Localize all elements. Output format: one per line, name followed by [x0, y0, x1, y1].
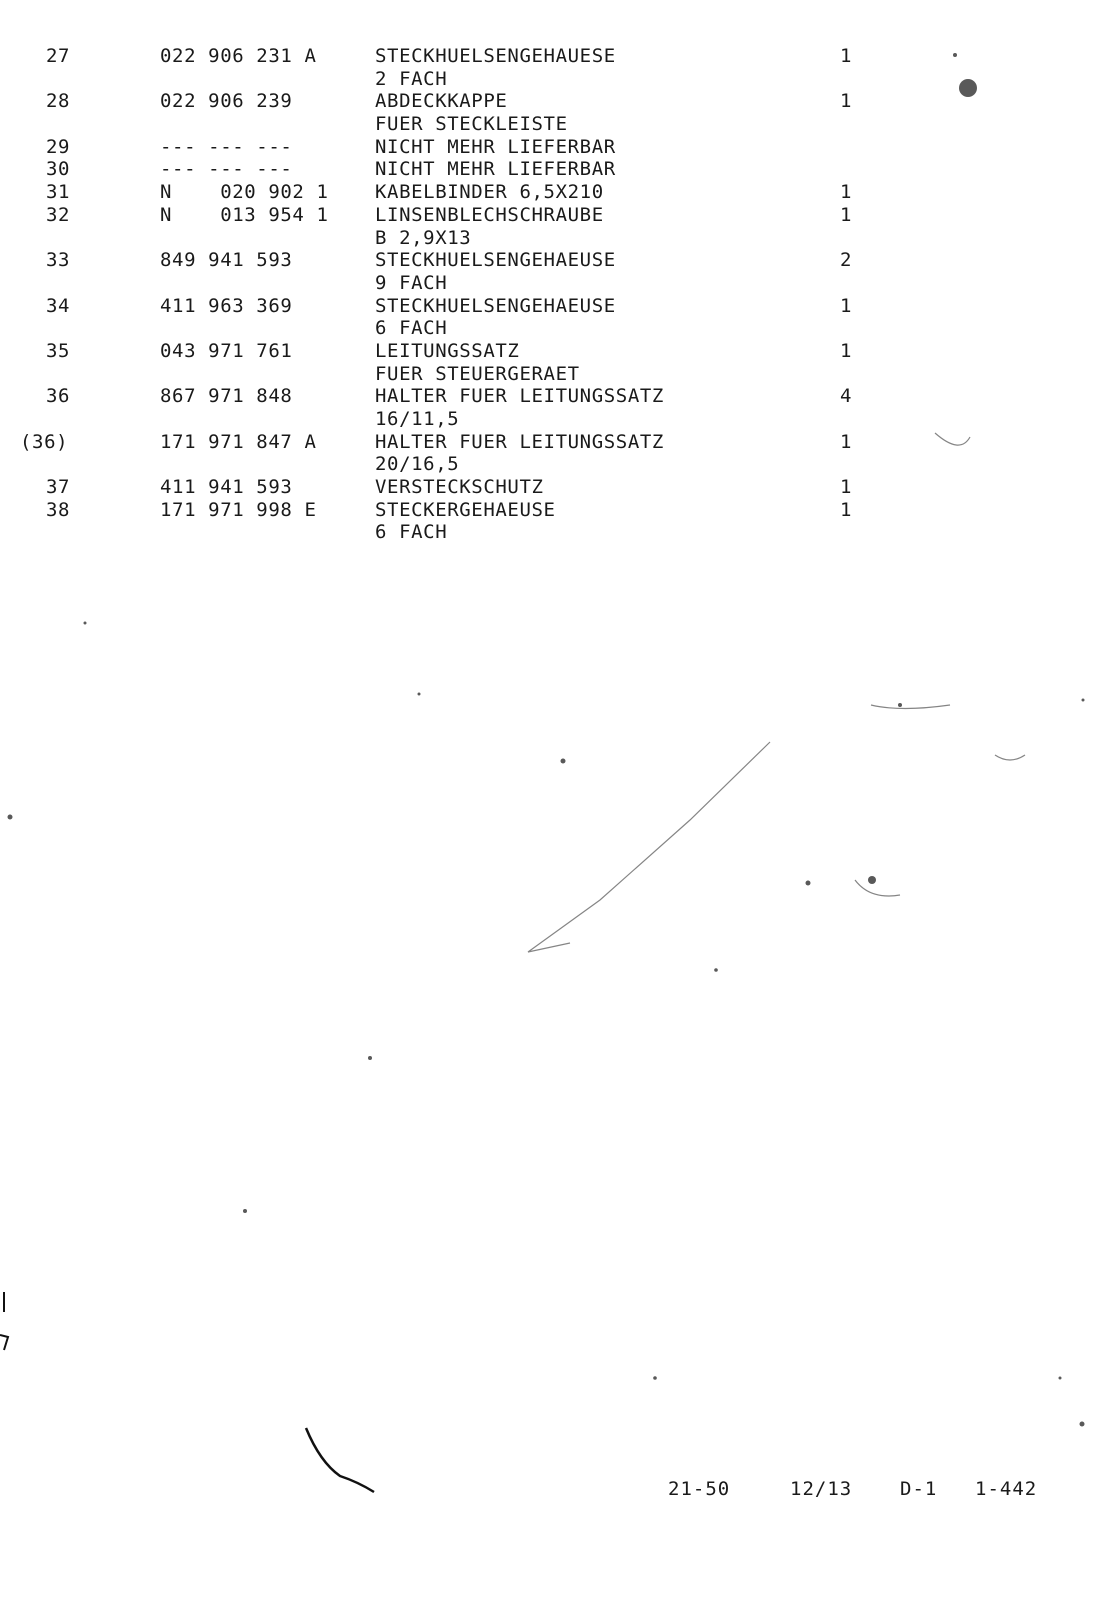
parts-row: [0, 295, 900, 318]
item-position: 29: [46, 135, 71, 158]
quantity: 1: [840, 294, 853, 317]
part-description: B 2,9X13: [375, 226, 472, 249]
page-footer: [0, 1477, 1114, 1501]
part-number: 022 906 239: [160, 90, 293, 113]
parts-row: [0, 227, 900, 250]
parts-row: [0, 181, 900, 204]
part-description: NICHT MEHR LIEFERBAR: [375, 135, 616, 158]
item-position: 37: [46, 476, 71, 499]
part-number: 043 971 761: [160, 339, 293, 362]
parts-row: [0, 431, 900, 454]
part-number: 411 963 369: [160, 294, 293, 317]
part-number: N 020 902 1: [160, 181, 329, 204]
part-description: 6 FACH: [375, 317, 448, 340]
quantity: 1: [840, 430, 853, 453]
part-number: 411 941 593: [160, 476, 293, 499]
parts-row: [0, 340, 900, 363]
footer-page-number: 1-442: [975, 1478, 1038, 1500]
part-description: 9 FACH: [375, 271, 448, 294]
parts-row: [0, 363, 900, 386]
item-position: 30: [46, 158, 71, 181]
part-number: N 013 954 1: [160, 203, 329, 226]
part-description: LINSENBLECHSCHRAUBE: [375, 203, 604, 226]
part-number: 171 971 998 E: [160, 498, 317, 521]
parts-row: [0, 453, 900, 476]
parts-row: [0, 90, 900, 113]
quantity: 1: [840, 203, 853, 226]
part-number: 867 971 848: [160, 385, 293, 408]
item-position: 38: [46, 498, 71, 521]
parts-row: [0, 249, 900, 272]
parts-row: [0, 476, 900, 499]
part-description: STECKERGEHAEUSE: [375, 498, 556, 521]
item-position: 32: [46, 203, 71, 226]
parts-row: [0, 408, 900, 431]
part-description: FUER STECKLEISTE: [375, 113, 568, 136]
parts-row: [0, 385, 900, 408]
quantity: 1: [840, 498, 853, 521]
part-description: LEITUNGSSATZ: [375, 339, 520, 362]
quantity: 1: [840, 476, 853, 499]
parts-row: [0, 272, 900, 295]
item-position: 36: [46, 385, 71, 408]
parts-row: [0, 521, 900, 544]
item-position: 33: [46, 249, 71, 272]
part-description: STECKHUELSENGEHAEUSE: [375, 294, 616, 317]
part-description: KABELBINDER 6,5X210: [375, 181, 604, 204]
item-position: 28: [46, 90, 71, 113]
parts-row: [0, 204, 900, 227]
part-description: 20/16,5: [375, 453, 460, 476]
item-position: 34: [46, 294, 71, 317]
part-description: HALTER FUER LEITUNGSSATZ: [375, 430, 664, 453]
part-description: 6 FACH: [375, 521, 448, 544]
parts-row: [0, 317, 900, 340]
item-position: (36): [20, 430, 69, 453]
quantity: 1: [840, 45, 853, 67]
part-number: 849 941 593: [160, 249, 293, 272]
quantity: 1: [840, 181, 853, 204]
parts-row: [0, 499, 900, 522]
item-position: 27: [46, 45, 71, 67]
part-description: HALTER FUER LEITUNGSSATZ: [375, 385, 664, 408]
part-description: 2 FACH: [375, 67, 448, 90]
parts-list: [0, 45, 900, 544]
footer-market: D-1: [900, 1478, 938, 1500]
footer-group: 21-50: [668, 1478, 731, 1500]
item-position: 31: [46, 181, 71, 204]
part-description: STECKHUELSENGEHAEUSE: [375, 249, 616, 272]
parts-row: [0, 136, 900, 159]
part-number: --- --- ---: [160, 158, 293, 181]
parts-row: [0, 113, 900, 136]
part-number: 022 906 231 A: [160, 45, 317, 67]
parts-row: [0, 158, 900, 181]
item-position: 35: [46, 339, 71, 362]
quantity: 2: [840, 249, 853, 272]
part-description: STECKHUELSENGEHAUESE: [375, 45, 616, 67]
quantity: 4: [840, 385, 853, 408]
part-description: 16/11,5: [375, 408, 460, 430]
part-description: VERSTECKSCHUTZ: [375, 476, 544, 499]
parts-row: [0, 68, 900, 91]
part-description: FUER STEUERGERAET: [375, 362, 580, 385]
footer-date: 12/13: [790, 1478, 853, 1500]
part-description: ABDECKKAPPE: [375, 90, 508, 113]
part-number: --- --- ---: [160, 135, 293, 158]
quantity: 1: [840, 90, 853, 113]
part-number: 171 971 847 A: [160, 430, 317, 453]
quantity: 1: [840, 339, 853, 362]
part-description: NICHT MEHR LIEFERBAR: [375, 158, 616, 181]
parts-row: [0, 45, 900, 68]
